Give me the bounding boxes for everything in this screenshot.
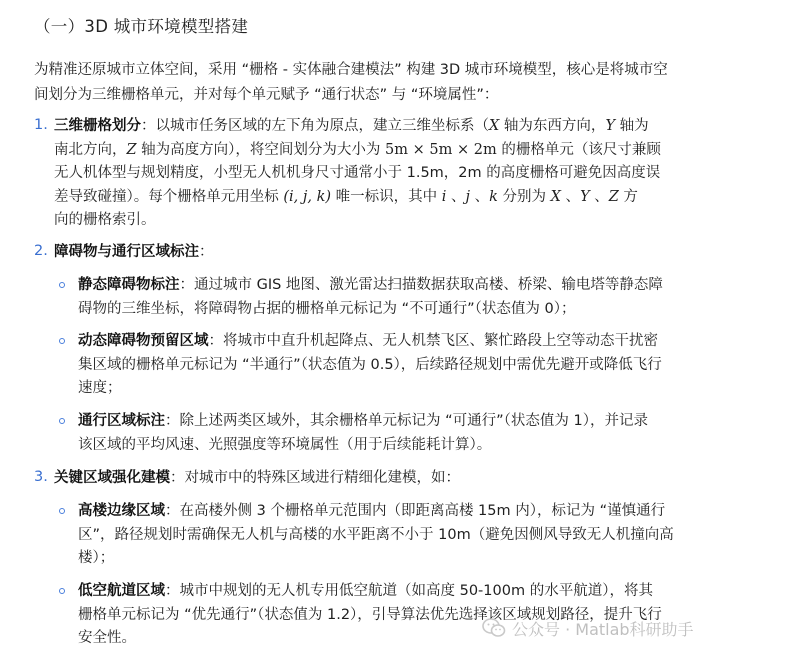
watermark-text: 公众号 · Matlab科研助手 bbox=[512, 619, 694, 639]
sub-item-title: 动态障碍物预留区域 bbox=[78, 333, 209, 349]
sub-item-dynamic-reserved: 动态障碍物预留区域：将城市中直升机起降点、无人机禁飞区、繁忙路段上空等动态干扰密 集区域的栅格单元标记为 “半通行”（状态值为 0.5），后续路径规划中需优先避开或降低飞行 速度； bbox=[78, 333, 662, 396]
sub-item-passable-area: 通行区域标注：除上述两类区域外，其余栅格单元标记为 “可通行”（状态值为 1），并记录 该区域的平均风速、光照强度等环境属性（用于后续能耗计算）。 bbox=[78, 413, 648, 453]
watermark bbox=[482, 614, 772, 642]
list-line: 三维栅格划分：以城市任务区域的左下角为原点，建立三维坐标系（X 轴为东西方向，Y 轴为 bbox=[54, 118, 649, 134]
sub-item-title: 低空航道区域 bbox=[78, 583, 165, 599]
list-item-key-area-modeling: 关键区域强化建模：对城市中的特殊区域进行精细化建模，如： bbox=[54, 470, 460, 486]
list-line: 差导致碰撞）。每个栅格单元用坐标 (i, j, k) 唯一标识，其中 i 、j 、k 分别为 X 、Y 、Z 方 bbox=[54, 188, 638, 205]
item-title: 障碍物与通行区域标注 bbox=[54, 244, 199, 260]
list-line: 南北方向，Z 轴为高度方向），将空间划分为大小为 5m × 5m × 2m 的栅格单元（该尺寸兼顾 bbox=[54, 141, 661, 158]
list-line: 向的栅格索引。 bbox=[54, 212, 156, 228]
wechat-logo-icon bbox=[482, 617, 506, 639]
sub-item-static-obstacles: 静态障碍物标注：通过城市 GIS 地图、激光雷达扫描数据获取高楼、桥梁、输电塔等静态障 碍物的三维坐标，将障碍物占据的栅格单元标记为 “不可通行”（状态值为 0）； bbox=[78, 277, 663, 317]
sub-item-title: 静态障碍物标注 bbox=[78, 277, 180, 293]
sub-item-title: 通行区域标注 bbox=[78, 413, 165, 429]
item-title: 关键区域强化建模 bbox=[54, 470, 170, 486]
list-item-obstacle-labeling: 障碍物与通行区域标注： bbox=[54, 244, 214, 260]
list-number: 1. bbox=[34, 117, 48, 133]
bullet-icon bbox=[59, 418, 65, 424]
bullet-icon bbox=[59, 338, 65, 344]
item-title: 三维栅格划分 bbox=[54, 118, 141, 134]
list-number: 2. bbox=[34, 243, 48, 259]
bullet-icon bbox=[59, 588, 65, 594]
intro-paragraph bbox=[34, 58, 754, 108]
bullet-icon bbox=[59, 508, 65, 514]
sub-item-building-edge: 高楼边缘区域：在高楼外侧 3 个栅格单元范围内（即距离高楼 15m 内），标记为 “谨慎通行 区”，路径规划时需确保无人机与高楼的水平距离不小于 10m（避免因侧风导致无人机撞向高 楼）； bbox=[78, 503, 674, 566]
bullet-icon bbox=[59, 282, 65, 288]
intro-line: 为精准还原城市立体空间，采用 “栅格 - 实体融合建模法” 构建 3D 城市环境模型，核心是将城市空 bbox=[34, 62, 668, 78]
list-number: 3. bbox=[34, 469, 48, 485]
sub-item-title: 高楼边缘区域 bbox=[78, 503, 165, 519]
section-heading: （一）3D 城市环境模型搭建 bbox=[34, 17, 249, 36]
sub-item-low-altitude-corridor: 低空航道区域：城市中规划的无人机专用低空航道（如高度 50-100m 的水平航道），将其 栅格单元标记为 “优先通行”（状态值为 1.2），引导算法优先选择该区域规划路径，提升飞行 安全性。 bbox=[78, 583, 662, 646]
intro-line: 间划分为三维栅格单元，并对每个单元赋予 “通行状态” 与 “环境属性”： bbox=[34, 87, 499, 103]
list-line: 无人机体型与规划精度，小型无人机机身尺寸通常小于 1.5m，2m 的高度栅格可避免因高度误 bbox=[54, 165, 661, 181]
list-item-grid-division bbox=[54, 115, 774, 233]
